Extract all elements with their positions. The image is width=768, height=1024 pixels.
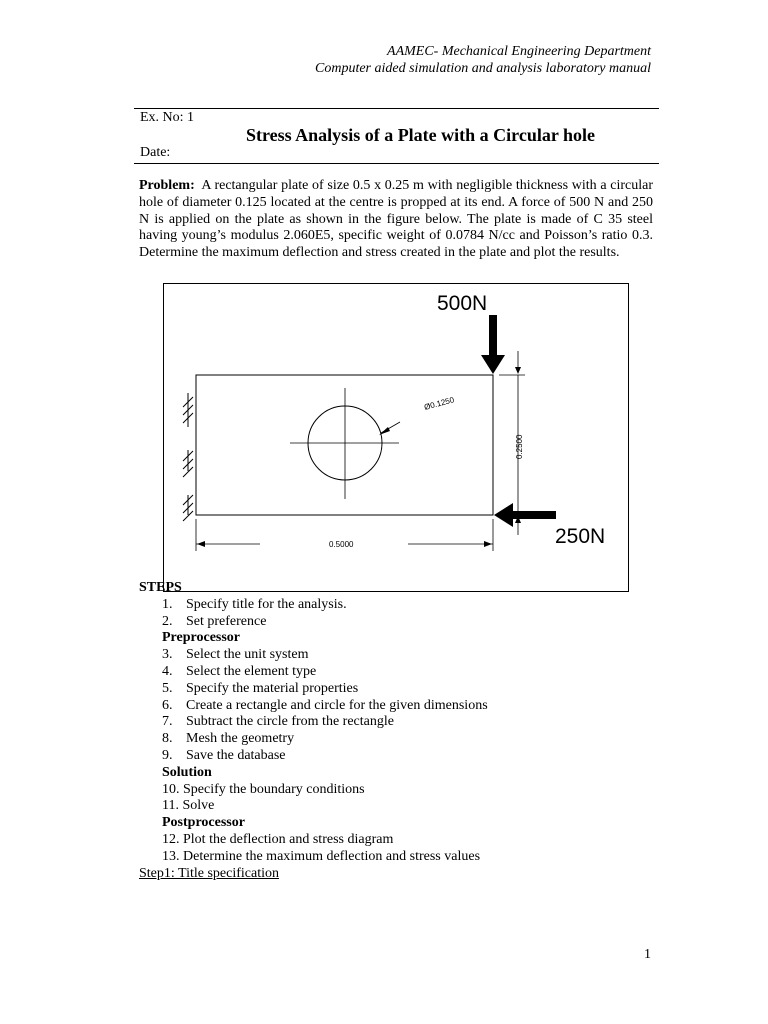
step-item: 12. Plot the deflection and stress diagram xyxy=(162,831,394,847)
header-department: AAMEC- Mechanical Engineering Department xyxy=(387,44,651,59)
step-item: 6. Create a rectangle and circle for the given dimensions xyxy=(162,697,488,713)
problem-statement xyxy=(139,178,653,262)
force-label-250n: 250N xyxy=(555,525,606,548)
step-item: 10. Specify the boundary conditions xyxy=(162,781,365,797)
steps-heading: STEPS xyxy=(139,580,182,595)
diameter-label: Ø0.1250 xyxy=(423,395,456,412)
step-item: 11. Solve xyxy=(162,798,215,814)
page-number: 1 xyxy=(644,947,651,962)
steps-section xyxy=(139,580,488,882)
step-item: 3. Select the unit system xyxy=(162,647,309,663)
step-item: 2. Set preference xyxy=(162,613,267,629)
step-item: 8. Mesh the geometry xyxy=(162,731,295,747)
force-arrow-500n xyxy=(481,315,505,374)
step-item: 9. Save the database xyxy=(162,747,286,763)
header-rule xyxy=(134,108,659,109)
problem-text: A rectangular plate of size 0.5 x 0.25 m with negligible thickness with a circular hole of diameter 0.125 located at the centre is propped at its end. A force of 500 N and 250 N is applied on the plate as shown in the figure below. The plate is made of C 35 steel having young’s modulus 2.060E5, specific weight of 0.0784 N/cc and Poisson’s ratio 0.3. Determine the maximum deflection and stress created in the plate and plot the results. xyxy=(139,178,653,261)
step1-title-link[interactable]: Step1: Title specification xyxy=(139,865,279,881)
step-item: 13. Determine the maximum deflection and stress values xyxy=(162,848,481,864)
force-label-500n: 500N xyxy=(437,292,488,315)
height-dimension-label: 0.2500 xyxy=(515,434,524,459)
width-dimension-label: 0.5000 xyxy=(329,540,354,549)
exercise-number: Ex. No: 1 xyxy=(140,110,195,125)
plate-figure xyxy=(163,283,629,592)
section-preprocessor: Preprocessor xyxy=(162,630,241,646)
fixed-support xyxy=(183,393,193,521)
force-arrow-250n xyxy=(494,503,556,527)
section-postprocessor: Postprocessor xyxy=(162,815,245,831)
problem-label: Problem: xyxy=(139,178,195,193)
section-solution: Solution xyxy=(162,764,212,780)
exercise-title: Stress Analysis of a Plate with a Circular hole xyxy=(246,125,596,145)
title-rule xyxy=(134,163,659,164)
step-item: 5. Specify the material properties xyxy=(162,680,359,696)
step-item: 4. Select the element type xyxy=(162,663,317,679)
step-item: 7. Subtract the circle from the rectangle xyxy=(162,714,394,730)
header-manual: Computer aided simulation and analysis laboratory manual xyxy=(315,61,651,76)
step-item: 1. Specify title for the analysis. xyxy=(162,596,347,612)
exercise-date: Date: xyxy=(140,145,171,160)
